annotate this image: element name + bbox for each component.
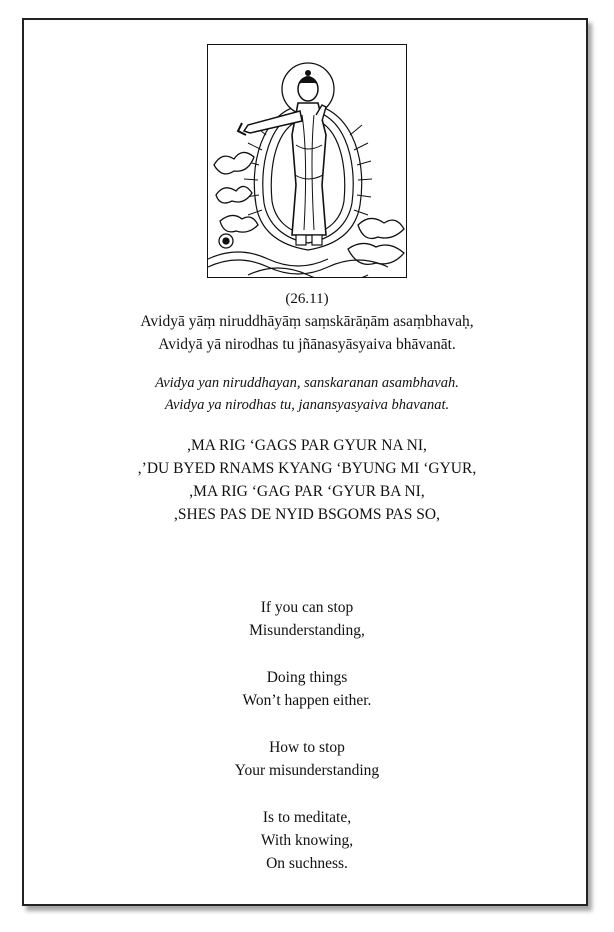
tibetan-line: ,MA RIG ‘GAG PAR ‘GYUR BA NI,	[189, 483, 425, 500]
transliteration-line: Avidya ya nirodhas tu, janansyasyaiva bhavanat.	[164, 397, 450, 413]
verse-number-text: (26.11)	[285, 291, 329, 307]
transliteration-line: Avidya yan niruddhayan, sanskaranan asambhavah.	[155, 375, 459, 391]
tibetan-verse	[24, 434, 590, 526]
english-line: If you can stop	[260, 599, 354, 616]
tibetan-line: ,’DU BYED RNAMS KYANG ‘BYUNG MI ‘GYUR,	[137, 460, 477, 477]
transliteration-verse	[24, 372, 590, 416]
tibetan-line: ,SHES PAS DE NYID BSGOMS PAS SO,	[174, 506, 440, 523]
english-stanza-4	[24, 806, 590, 875]
english-line: How to stop	[269, 739, 345, 756]
page-frame	[22, 18, 588, 906]
english-stanza-1	[24, 596, 590, 642]
english-line: Misunderstanding,	[249, 622, 365, 639]
english-line: Is to meditate,	[262, 809, 352, 826]
verse-number	[24, 288, 590, 310]
sanskrit-verse	[24, 310, 590, 356]
buddha-illustration	[207, 44, 407, 278]
english-stanza-2	[24, 666, 590, 712]
english-line: On suchness.	[266, 855, 348, 872]
sanskrit-line: Avidyā yāṃ niruddhāyāṃ saṃskārāṇām asaṃbhavaḥ,	[140, 313, 474, 330]
english-stanza-3	[24, 736, 590, 782]
english-line: Your misunderstanding	[234, 762, 380, 779]
english-line: With knowing,	[260, 832, 354, 849]
english-line: Won’t happen either.	[242, 692, 372, 709]
sanskrit-line: Avidyā yā nirodhas tu jñānasyāsyaiva bhāvanāt.	[158, 336, 456, 353]
tibetan-line: ,MA RIG ‘GAGS PAR GYUR NA NI,	[187, 437, 427, 454]
buddha-woodcut-icon	[208, 45, 407, 278]
english-line: Doing things	[266, 669, 348, 686]
